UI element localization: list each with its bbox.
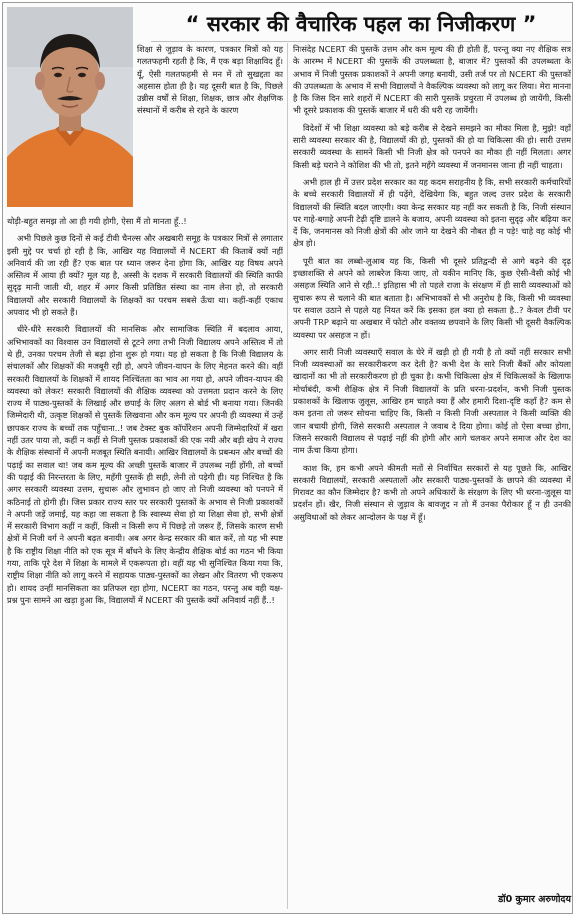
article-column-1-bottom [7,215,283,909]
article-column-1-top [137,43,283,215]
paragraph: अगर सारी निजी व्यवस्थाएँ सवाल के घेरे में खड़ी हो ही गयी है तो क्यों नहीं सरकार सभी निजी व्यवस्थाओं का सरकारीकरण कर देती है? कभी देश के सारे निजी बैंकों और कोयला खादानों का भी तो सरकारीकरण हो ही चुका है। कभी चिकित्सा क्षेत्र में चिकित्सकों के खिलाफ मोर्चाबंदी, कभी शैक्षिक क्षेत्र में निजी विद्यालयों के प्रति धरना-प्रदर्शन, कभी निजी पुस्तक प्रकाशकों के खिलाफ जुलूस, आखिर हम चाहते क्या हैं और हमारी दिशा-दृष्टि कहाँ है? कम से कम इतना तो जरूर सोचना चाहिए कि, किसी न किसी निजी अस्पताल ने किसी व्यक्ति की जान बचायी होगी, जिसे सरकारी अस्पताल ने जवाब दे दिया होगा। कोई तो ऐसा बच्चा होगा, जिसने सरकारी विद्यालय से पढ़ाई नहीं की होगी और आगे चलकर अपने समाज और देश का नाम ऊँचा किया होगा। [293,346,571,456]
article-column-2 [293,43,571,887]
paragraph: पूरी बात का लब्बो-लुआब यह कि, किसी भी दूसरे प्रतिद्वन्दी से आगे बढ़ने की दृढ़ इच्छाशक्ति से अपने को लाबरेज किया जाए, तो यकीन मानिए कि, कुछ ऐसी-वैसी कोई भी असहज स्थिति आने से रही..! इतिहास भी तो पहले राजा के संरक्षण में ही सारी व्यवस्थाओं को सुचारू रूप से चलाने की बात बताता है। अभिभावकों से भी अनुरोध है कि, किसी भी व्यवस्था पर सवाल उठाने से पहले यह नियत करें कि इसका हल क्या हो सकता है..? केवल टीवी पर अपनी TRP बढ़ाने या अखबार में फोटो और वक्तव्य छपवाने के लिए किसी भी दूसरी वैकल्पिक व्यवस्था पर असहज न हों। [293,255,571,340]
paragraph: काश कि, हम कभी अपने कीमती मतों से निर्वाचित सरकारों से यह पूछते कि, आखिर सरकारी विद्यालयों, सरकारी अस्पतालों और सरकारी पाठ्य-पुस्तकों के छापने की व्यवस्था में गिरावट का कौन जिम्मेदार है? कभी तो अपने अधिकारों के संरक्षण के लिए भी धरना-जुलूस या प्रदर्शन हों। खैर, निजी संस्थान से जुड़ाव के बावजूद न तो मैं उनका पैरोकार हूँ न ही उनकी असुविधाओं को लेकर आन्दोलन के पक्ष में हूँ। [293,462,571,522]
paragraph: निःसंदेह NCERT की पुस्तकें उत्तम और कम मूल्य की ही होती हैं, परन्तु क्या नए शैक्षिक सत्र के आरम्भ में NCERT की पुस्तकें की उपलब्धता है, बाजार में? पुस्तकों की उपलब्धता के अभाव में निजी पुस्तक प्रकाशकों ने अपनी जगह बनायी, उसी तर्ज पर तो NCERT की पुस्तकों की उपलब्धता के अभाव में सभी विद्यालयों ने वैकल्पिक व्यवस्था को लागू कर लिया। मेरा मानना है कि जिस दिन सारे शहरों में NCERT की सारी पुस्तकें प्रचुरता में उपलब्ध हो जायेंगी, किसी भी दूसरे प्रकाशक की पुस्तकें बाजार में धरी की धरी रह जायेंगी। [293,44,571,116]
paragraph: थोड़ी-बहुत समझ तो आ ही गयी होगी, ऐसा मैं तो मानता हूँ..! [7,216,187,226]
article-headline: “ सरकार की वैचारिक पहल का निजीकरण ” [151,7,571,42]
paragraph: अभी पिछले कुछ दिनों से कई टीवी चैनल्स और अखबारी समूह के पत्रकार मित्रों से लगातार इसी मुद्दे पर चर्चा हो रही है कि, आखिर यह विद्यालयों में NCERT की किताबें क्यों नहीं अनिवार्य की जा रही हैं? एक बात पर ध्यान जरूर देना होगा कि, आखिर यह विषय अपने अस्तित्व में आया ही क्यों? मूल यह है, अस्सी के दशक में सरकारी विद्यालयों की स्थिति काफी सुदृढ़ मानी जाती थी, शहर में अगर किसी प्रतिष्ठित संस्था का नाम लेना हो, तो सरकारी विद्यालयों और सरकारी विद्यालयों के शिक्षकों का परचम सबसे ऊँचा था। कहीं-कहीं एकाध अपवाद भी हो सकते हैं। [7,233,283,318]
paragraph: अभी हाल ही में उत्तर प्रदेश सरकार का यह कदम सराहनीय है कि, सभी सरकारी कर्मचारियों के बच्चे सरकारी विद्यालयों में ही पढ़ेंगे, देखियेगा कि, बहुत जल्द उत्तर प्रदेश के सरकारी विद्यालयों की स्थिति बदल जाएगी। क्या केन्द्र सरकार यह नहीं कर सकती है कि, निजी संस्थान पर गाहे-बगाहे अपनी टेढ़ी दृष्टि डालने के बजाय, अपनी व्यवस्था को इतना सुदृढ़ और बढ़िया कर दें कि, जनमानस को निजी क्षेत्रों की ओर जाने या देखने की नौबत ही न पड़े! चाहे वह कोई भी क्षेत्र हो। [293,176,571,249]
paragraph: शिक्षा से जुड़ाव के कारण, पत्रकार मित्रों को यह गलतफहमी रहती है कि, मैं एक बड़ा शिक्षाविद हूँ। यूँ, ऐसी गलतफहमी से मन में तो सुखद्दता का अहसास होता ही है। यह दूसरी बात है कि, पिछले उन्नीस वर्षों से शिक्षा, शिक्षक, छात्र और शैक्षणिक संस्थानों में करीब से रहने के कारण [137,44,283,116]
column-divider [287,43,288,909]
author-portrait-icon [7,7,133,207]
newspaper-clipping [2,2,573,914]
paragraph: धीरे-धीरे सरकारी विद्यालयों की मानसिक और सामाजिक स्थिति में बदलाव आया, अभिभावकों का विश्वास उन विद्यालयों से टूटने लगा तभी निजी विद्यालय अपने अस्तित्व में तो थे ही, उनका परचम तेजी से बढ़ा होना शुरू हो गया। यह हो सकता है कि निजी विद्यालय के संचालकों और शिक्षकों की मजबूरी रही हो, अपने जीवन-यापन के लिए मेहनत करने की। वहीं सरकारी विद्यालयों के शिक्षकों में शायद निश्चिंतता का भाव आ गया हो, अपने जीवन-यापन की व्यवस्था को लेकर! सरकारी विद्यालयों की शैक्षिक व्यवस्था को उत्तमता प्रदान करने के लिए राज्य में पाठ्य-पुस्तकों के लिखाई और छपाई के लिए अलग से बोर्ड भी बनाया गया। जिनकी जिम्मेदारी थी, उत्कृष्ट शिक्षकों से पुस्तकें लिखवाना और कम मूल्य पर अपनी ही व्यवस्था में उन्हें छापकर राज्य के बच्चों तक पहुँचाना..! जब टेक्स्ट बुक कॉर्पोरेशन अपनी जिम्मेदारियों में खरा नहीं उतर पाया तो, कहीं न कहीं से निजी पुस्तक प्रकाशकों की एक नयी और बड़ी खेप ने राज्य के शैक्षिक संस्थानों में अपनी मजबूत स्थिति बनायी। आखिर विद्यालयों के प्रबन्धन और बच्चों की पढ़ाई का सवाल था! जब कम मूल्य की अच्छी पुस्तकें बाजार में उपलब्ध नहीं होंगी, तो बच्चों की पढ़ाई की निरन्तरता के लिए, महँगी पुस्तकें ही सही, लेनी तो पड़ेगी ही। यह निश्चित है कि अगर सरकारी व्यवस्था उत्तम, सुचारू और लुभावन हो जाए तो निजी व्यवस्था को पनपने में कठिनाई तो होगी ही। जिस प्रकार राज्य स्तर पर सरकारी पुस्तकों के अभाव से निजी प्रकाशकों ने अपनी जड़ें जमाईं, यह कहा जा सकता है कि स्वास्थ्य सेवा हो या शिक्षा सेवा हो, सभी क्षेत्रों में सरकारी विभाग कहीं न कहीं, किसी न किसी रूप में पिछड़े तो जरूर हैं, जिसके कारण सभी क्षेत्रों में निजी वर्ग ने अपनी बढ़त बनायी। अब अगर केन्द्र सरकार की बात करें, तो यह भी स्पष्ट है कि राष्ट्रीय शिक्षा नीति को एक सूत्र में बाँधने के लिए केन्द्रीय शैक्षिक बोर्ड का गठन भी किया गया, ताकि पूरे देश में शिक्षा के मामले में एकरूपता हो। वहीं यह भी सुनिश्चित किया गया कि, राष्ट्रीय शिक्षा नीति को लागू करने में सहायक पाठ्य-पुस्तकों का लेखन और वितरण भी एकरूप हो। शायद उन्हीं मानसिकता का प्रतिफल रहा होगा, NCERT का गठन, परन्तु अब वही यक्ष-प्रश्न पुनः सामने आ खड़ा हुआ कि, विद्यालयों में NCERT की पुस्तकें क्यों अनिवार्य नहीं हैं..! [7,324,283,605]
author-photo [7,7,133,207]
paragraph: विदेशों में भी शिक्षा व्यवस्था को बड़े करीब से देखने समझने का मौका मिला है, मुझे! वहाँ सारी व्यवस्था सरकार की है, विद्यालयों की हो, पुस्तकों की हो या चिकित्सा की हो। सारी उत्तम सरकारी व्यवस्था के सामने किसी भी निजी क्षेत्र को पनपने का मौका ही नहीं मिलता। अगर किसी बड़े घराने ने कोशिश की भी तो, इतने महँगे व्यवस्था में जनमानस जाना ही नहीं चाहता। [293,122,571,170]
author-byline: डॉ0 कुमार अरुणोदय [498,894,571,905]
